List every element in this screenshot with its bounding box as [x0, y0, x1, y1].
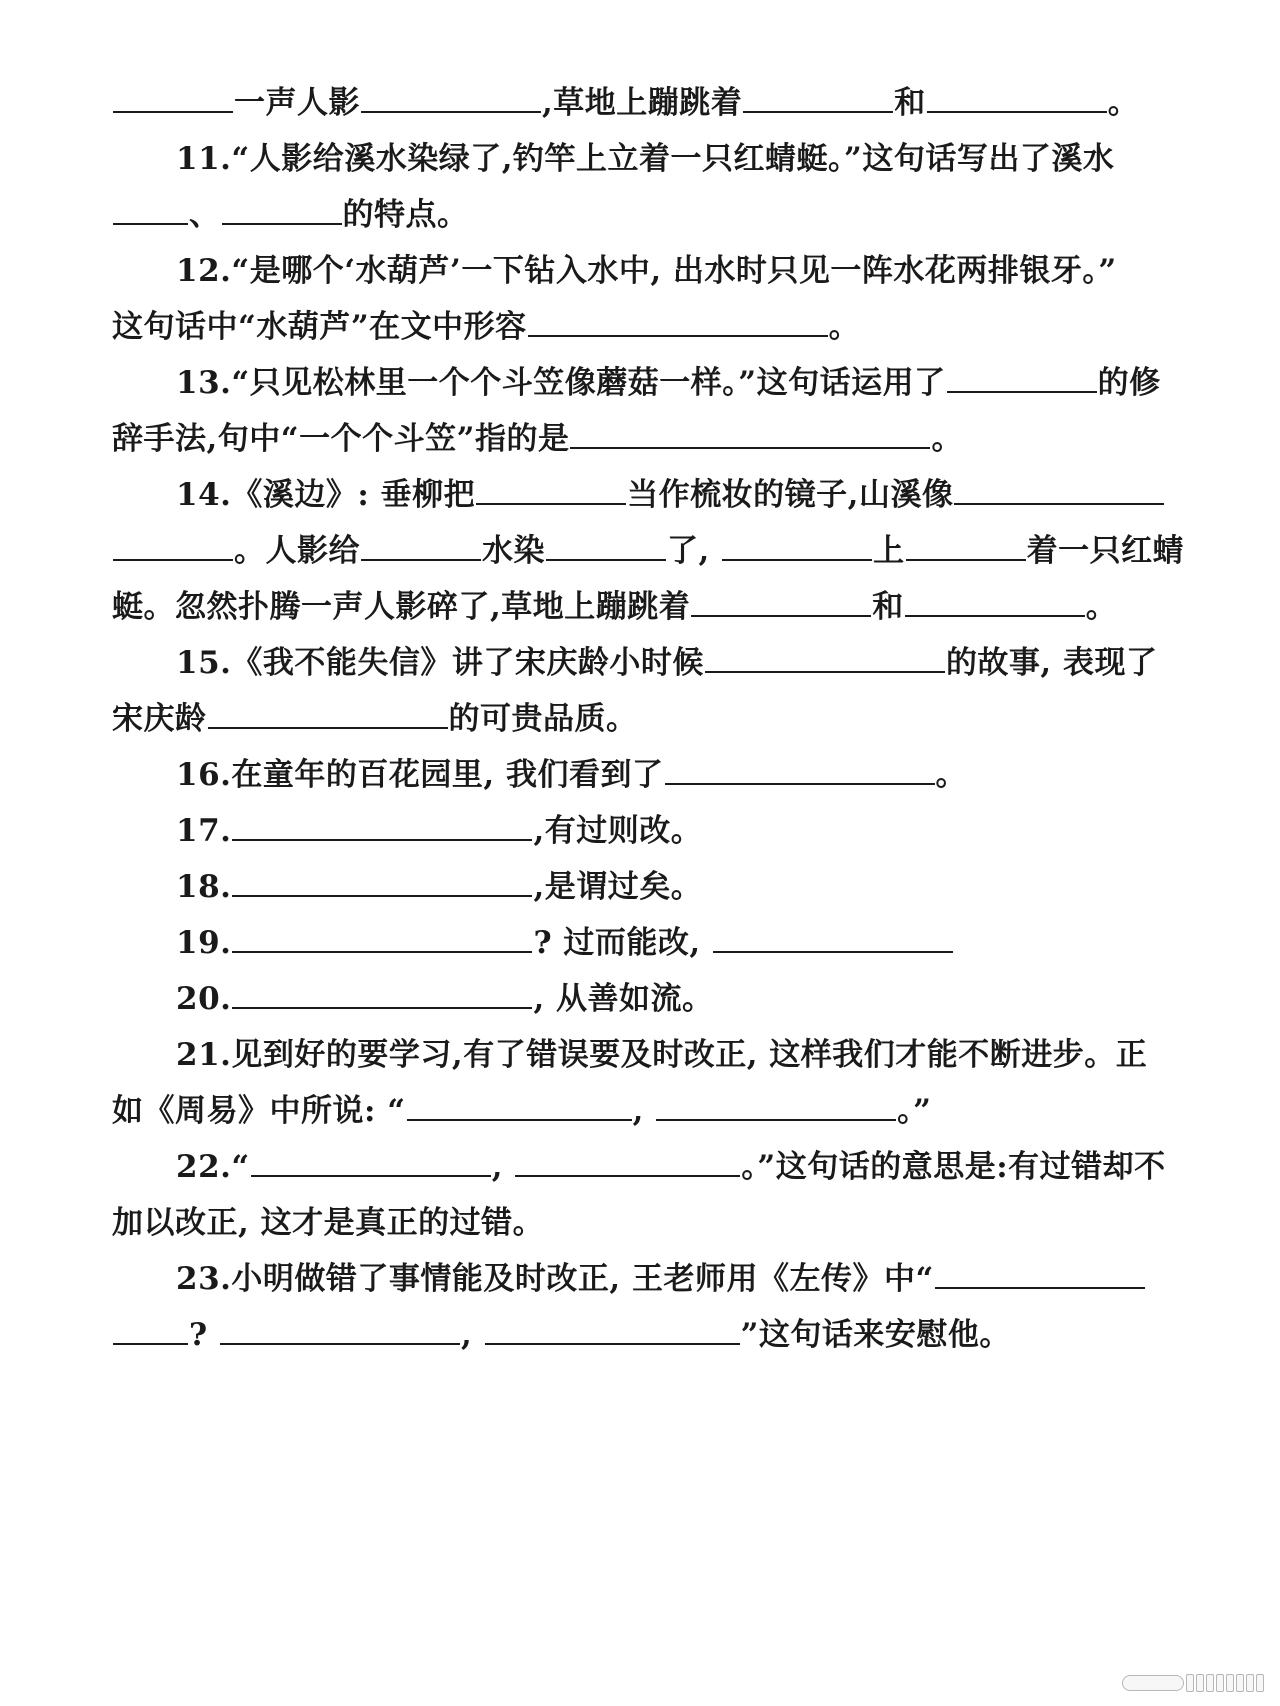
answer-blank[interactable] — [232, 865, 532, 897]
line-text: 。人影给 — [234, 533, 360, 569]
answer-blank[interactable] — [906, 529, 1026, 561]
line-text: 的特点。 — [342, 197, 469, 233]
answer-blank[interactable] — [691, 585, 871, 617]
line-text: 、 — [189, 197, 221, 233]
line-text: 14.《溪边》: 垂柳把 — [176, 477, 476, 513]
worksheet-line — [0, 241, 1280, 301]
answer-blank[interactable] — [927, 81, 1107, 113]
answer-blank[interactable] — [232, 921, 532, 953]
answer-blank[interactable] — [905, 585, 1085, 617]
line-text: 12.“是哪个‘水葫芦’一下钻入水中, 出水时只见一阵水花两排银牙。” — [176, 253, 1117, 289]
line-text: 22.“ — [176, 1149, 250, 1185]
answer-blank[interactable] — [705, 641, 945, 673]
worksheet-line — [0, 129, 1280, 189]
line-text: 和 — [872, 589, 904, 625]
answer-blank[interactable] — [656, 1089, 896, 1121]
line-text: 一声人影 — [234, 85, 360, 121]
worksheet-line — [0, 857, 1280, 917]
answer-blank[interactable] — [222, 193, 342, 225]
line-text: 辞手法,句中“一个个斗笠”指的是 — [112, 421, 570, 457]
line-text: 19. — [176, 925, 232, 961]
answer-blank[interactable] — [361, 529, 481, 561]
line-text: 。”这句话的意思是:有过错却不 — [741, 1149, 1166, 1185]
line-text: 的可贵品质。 — [448, 701, 638, 737]
line-text: , — [460, 1317, 484, 1353]
answer-blank[interactable] — [407, 1089, 632, 1121]
answer-blank[interactable] — [232, 977, 532, 1009]
answer-blank[interactable] — [954, 473, 1164, 505]
answer-blank[interactable] — [665, 753, 935, 785]
line-text: 水染 — [482, 533, 545, 569]
watermark-bars-icon — [1122, 1674, 1264, 1692]
answer-blank[interactable] — [113, 529, 233, 561]
worksheet-line — [0, 969, 1280, 1029]
line-text: 的修 — [1097, 365, 1161, 401]
line-text: ? 过而能改, — [533, 925, 712, 961]
worksheet-line — [0, 1249, 1280, 1309]
line-text: ,草地上蹦跳着 — [542, 85, 743, 121]
line-text: 18. — [176, 869, 232, 905]
answer-blank[interactable] — [947, 361, 1097, 393]
line-text: 23.小明做错了事情能及时改正, 王老师用《左传》中“ — [176, 1261, 934, 1297]
line-text: 21.见到好的要学习,有了错误要及时改正, 这样我们才能不断进步。正 — [176, 1037, 1148, 1073]
line-text: 了, — [667, 533, 722, 569]
line-text: , — [632, 1093, 656, 1129]
answer-blank[interactable] — [251, 1145, 491, 1177]
line-text: 着一只红蜻 — [1026, 533, 1185, 569]
line-text: 。 — [828, 309, 861, 345]
answer-blank[interactable] — [515, 1145, 740, 1177]
line-text: ,有过则改。 — [533, 813, 703, 849]
line-text: ,是谓过矣。 — [533, 869, 703, 905]
line-text: 。 — [1107, 85, 1140, 121]
answer-blank[interactable] — [361, 81, 541, 113]
worksheet-line — [0, 1137, 1280, 1197]
worksheet-line — [0, 633, 1280, 693]
worksheet-line — [0, 1193, 1280, 1253]
worksheet-line — [0, 521, 1280, 581]
answer-blank[interactable] — [476, 473, 626, 505]
answer-blank[interactable] — [528, 305, 828, 337]
line-text: 加以改正, 这才是真正的过错。 — [112, 1205, 545, 1241]
answer-blank[interactable] — [113, 1313, 188, 1345]
answer-blank[interactable] — [570, 417, 930, 449]
worksheet-line — [0, 689, 1280, 749]
worksheet-line — [0, 297, 1280, 357]
line-text: 。” — [897, 1093, 932, 1129]
line-text: 上 — [873, 533, 905, 569]
worksheet-line — [0, 465, 1280, 525]
line-text: 17. — [176, 813, 232, 849]
worksheet-line — [0, 1025, 1280, 1085]
line-text: 蜓。忽然扑腾一声人影碎了,草地上蹦跳着 — [112, 589, 691, 625]
line-text: , 从善如流。 — [533, 981, 714, 1017]
worksheet-line — [0, 577, 1280, 637]
answer-blank[interactable] — [113, 193, 188, 225]
line-text: 如《周易》中所说: “ — [112, 1093, 406, 1129]
worksheet-line — [0, 1081, 1280, 1141]
line-text: 20. — [176, 981, 232, 1017]
worksheet-line — [0, 801, 1280, 861]
line-text: 当作梳妆的镜子,山溪像 — [627, 477, 954, 513]
answer-blank[interactable] — [546, 529, 666, 561]
answer-blank[interactable] — [713, 921, 953, 953]
worksheet-line — [0, 913, 1280, 973]
line-text: ”这句话来安慰他。 — [740, 1317, 1011, 1353]
worksheet-line — [0, 409, 1280, 469]
answer-blank[interactable] — [485, 1313, 740, 1345]
worksheet-line — [0, 1305, 1280, 1365]
line-text: 11.“人影给溪水染绿了,钓竿上立着一只红蜻蜓。”这句话写出了溪水 — [176, 141, 1115, 177]
answer-blank[interactable] — [208, 697, 448, 729]
answer-blank[interactable] — [722, 529, 872, 561]
line-text: 的故事, 表现了 — [945, 645, 1158, 681]
answer-blank[interactable] — [935, 1257, 1145, 1289]
line-text: 15.《我不能失信》讲了宋庆龄小时候 — [176, 645, 704, 681]
line-text: 宋庆龄 — [112, 701, 207, 737]
line-text: 16.在童年的百花园里, 我们看到了 — [176, 757, 664, 793]
line-text: , — [491, 1149, 515, 1185]
worksheet-line — [0, 353, 1280, 413]
line-text: 这句话中“水葫芦”在文中形容 — [112, 309, 527, 345]
worksheet-line — [0, 185, 1280, 245]
answer-blank[interactable] — [232, 809, 532, 841]
line-text: 。 — [931, 421, 963, 457]
line-text: 。 — [935, 757, 968, 793]
line-text: 和 — [894, 85, 926, 121]
line-text: 13.“只见松林里一个个斗笠像蘑菇一样。”这句话运用了 — [176, 365, 946, 401]
line-text: 。 — [1085, 589, 1118, 625]
answer-blank[interactable] — [743, 81, 893, 113]
answer-blank[interactable] — [113, 81, 233, 113]
line-text: ? — [189, 1317, 219, 1353]
answer-blank[interactable] — [220, 1313, 460, 1345]
worksheet-line — [0, 73, 1280, 133]
worksheet-line — [0, 745, 1280, 805]
